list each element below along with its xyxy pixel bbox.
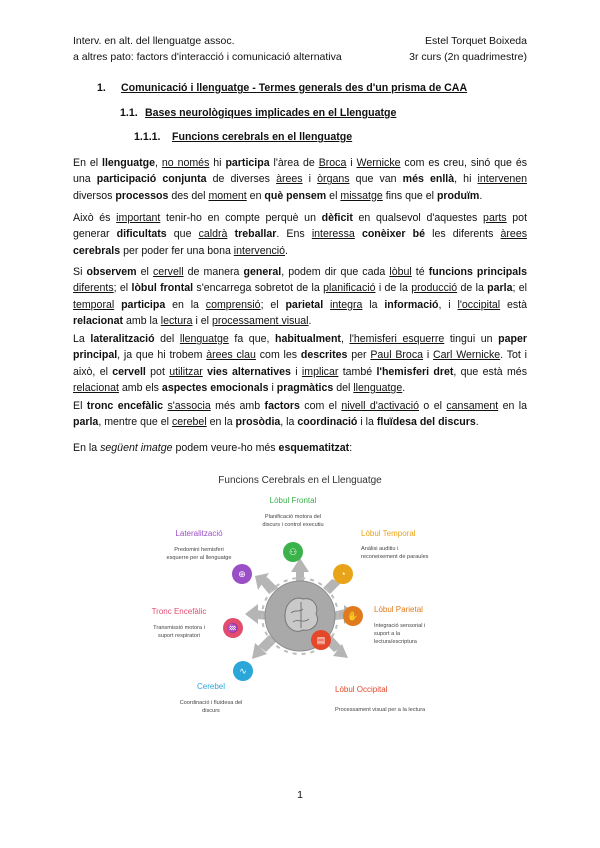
text-run: que van — [349, 173, 403, 186]
text-run: de manera — [183, 266, 244, 278]
text-run: factors — [264, 400, 300, 412]
text-run: Wernicke — [356, 157, 401, 169]
text-run: . Tot i això, el — [73, 349, 528, 378]
text-run: i — [302, 173, 318, 186]
text-run: també — [338, 365, 377, 378]
text-run: de diverses — [206, 173, 277, 186]
text-run: . — [402, 381, 406, 394]
text-run: de la — [457, 282, 488, 295]
text-run — [323, 299, 330, 311]
text-run: està — [500, 298, 528, 311]
text-run: l'hemisferi esquerre — [349, 333, 445, 345]
parietal-desc-line3: lectura/escriptura — [374, 639, 417, 645]
text-run: pot generar — [73, 212, 528, 241]
text-run: àrees — [276, 173, 303, 186]
paragraph-1 — [73, 155, 527, 204]
text-run: missatge — [340, 189, 383, 202]
cerebel-desc-line1: Coordinació i fluïdesa del — [179, 700, 243, 706]
occipital-label: Lòbul Occipital — [335, 685, 388, 694]
hemisphere-icon: ⊕ — [238, 569, 246, 579]
text-run: àrees clau — [206, 349, 256, 362]
page-number: 1 — [297, 789, 303, 801]
text-run: habitualment — [275, 333, 341, 345]
text-run: moment — [208, 189, 247, 202]
text-run: llenguatge — [102, 157, 156, 169]
book-icon: ▤ — [316, 635, 326, 645]
heading-1-text: Comunicació i llenguatge - Termes generals des d'un prisma de CAA — [121, 82, 468, 94]
frontal-label: Lòbul Frontal — [269, 496, 317, 505]
text-run: , — [155, 157, 162, 169]
text-run: diversos — [73, 189, 116, 202]
text-run: ; el — [512, 282, 528, 295]
text-run: no només — [161, 157, 210, 169]
text-run: caldrà — [198, 228, 228, 241]
text-run: dificultats — [116, 228, 167, 241]
text-run: diferents — [73, 282, 114, 295]
text-run: pragmàtics — [276, 381, 334, 394]
text-run: , que està més — [453, 365, 527, 378]
heading-3-text: Funcions cerebrals en el llenguatge — [172, 131, 353, 143]
text-run: treballar — [234, 228, 277, 241]
ear-icon: ◔ — [340, 569, 346, 579]
text-run — [227, 228, 234, 240]
text-run — [355, 228, 362, 240]
text-run: òrgans — [317, 173, 350, 186]
node-parietal — [343, 605, 425, 645]
node-cerebel — [180, 661, 253, 714]
heading-2-text: Bases neurològiques implicades en el Llenguatge — [145, 107, 397, 119]
text-run: intervenció — [233, 244, 286, 257]
text-run: hi — [209, 157, 226, 169]
text-run: produïm — [436, 189, 480, 202]
text-run: . — [479, 189, 483, 202]
text-run: i — [268, 381, 277, 394]
text-run: , podem dir que cada — [281, 266, 390, 278]
text-run: s'associa — [167, 400, 211, 412]
cerebel-desc-line2: discurs — [202, 708, 220, 714]
heading-2-number: 1.1. — [120, 107, 138, 119]
text-run: amb la — [123, 314, 161, 327]
figure-title: Funcions Cerebrals en el Llenguatge — [218, 475, 382, 486]
text-run: com el — [299, 400, 342, 412]
paragraph-3 — [73, 264, 527, 329]
brain-functions-diagram — [145, 466, 455, 726]
text-run: lòbul frontal — [131, 282, 194, 295]
text-run: dèficit — [321, 212, 353, 224]
heading-1-number: 1. — [97, 82, 106, 94]
text-run: . — [308, 314, 312, 327]
text-run: el — [326, 189, 341, 202]
text-run: les diferents — [425, 228, 501, 241]
parietal-label: Lòbul Parietal — [374, 605, 423, 614]
text-run: la — [362, 298, 385, 311]
text-run: La — [73, 333, 91, 345]
text-run: vies alternatives — [207, 365, 291, 378]
text-run: Si — [73, 266, 87, 278]
text-run: interessa — [311, 228, 355, 241]
text-run: paper principal — [73, 333, 528, 362]
cerebel-label: Cerebel — [196, 682, 226, 691]
text-run: lateralització — [90, 333, 155, 345]
text-run: llenguatge — [353, 381, 403, 394]
header-course-line2: a altres pato: factors d'interacció i comunicació alternativa — [73, 51, 342, 63]
node-tronc — [152, 607, 243, 639]
text-run: i de la — [375, 282, 412, 295]
text-run: i — [290, 365, 302, 378]
text-run: tronc encefàlic — [86, 400, 164, 412]
text-run: conèixer bé — [361, 228, 425, 241]
text-run: fluïdesa del discurs — [376, 416, 476, 429]
text-run: i la — [357, 416, 377, 429]
text-run: podem veure-ho més — [172, 442, 279, 454]
text-run: com es creu, sinó que és una — [73, 157, 528, 186]
text-run: implicar — [301, 365, 339, 378]
tronc-desc-line2: suport respiratori — [158, 633, 200, 639]
text-run: participa — [121, 298, 166, 311]
hand-icon: ✋ — [347, 611, 359, 621]
temporal-desc-line1: Anàlisi auditiu i — [361, 546, 399, 552]
text-run: descrites — [300, 349, 348, 362]
text-run: tenir-ho en compte perquè un — [160, 212, 322, 224]
text-run: integra — [330, 298, 363, 311]
frontal-desc-line2: discurs i control executiu — [262, 522, 324, 528]
text-run: , la — [280, 416, 298, 429]
text-run: parla — [487, 282, 513, 295]
text-run: . — [285, 244, 288, 257]
text-run: àrees — [500, 228, 528, 241]
text-run: llenguatge — [179, 333, 229, 345]
text-run: . Ens — [276, 228, 312, 241]
text-run: prosòdia — [235, 416, 281, 429]
text-run: , mentre que el — [98, 416, 172, 429]
text-run: producció — [411, 282, 458, 295]
lungs-icon: ♒ — [227, 623, 239, 633]
text-run: intervenen — [477, 173, 528, 186]
text-run: i el — [192, 314, 212, 327]
lateral-desc-line1: Predomini hemisferi — [174, 547, 224, 553]
lateral-desc-line2: esquerre per al llenguatge — [166, 555, 232, 561]
temporal-desc-line2: reconeixement de paraules — [361, 554, 429, 560]
text-run: o el — [419, 400, 447, 412]
text-run: que — [166, 228, 199, 241]
text-run: informació — [384, 298, 439, 311]
text-run: i — [346, 157, 357, 169]
text-run: l'àrea de — [269, 157, 319, 169]
node-frontal — [262, 496, 323, 562]
tronc-label: Tronc Encefàlic — [151, 607, 207, 616]
paragraph-4 — [73, 331, 527, 396]
text-run: parts — [483, 212, 507, 224]
text-run: participació conjunta — [96, 173, 207, 186]
text-run: participa — [225, 157, 270, 169]
text-run: per poder fer una bona — [120, 244, 234, 257]
text-run: el — [136, 266, 153, 278]
text-run: què pensem — [264, 189, 327, 202]
text-run: cansament — [446, 400, 499, 412]
text-run: utilitzar — [169, 365, 203, 378]
text-run: del — [333, 381, 354, 394]
text-run: amb els — [118, 381, 162, 394]
text-run: en qualsevol d'aquestes — [352, 212, 484, 224]
text-run: del — [154, 333, 180, 345]
text-run: observem — [86, 266, 137, 278]
text-run: més amb — [210, 400, 265, 412]
text-run: següent imatge — [100, 442, 173, 454]
text-run: El — [73, 400, 87, 412]
text-run: , ja que hi trobem — [117, 349, 207, 362]
text-run: esquematitzat — [278, 442, 350, 454]
text-run: temporal — [73, 298, 115, 311]
text-run: en la — [206, 416, 236, 429]
node-temporal — [333, 529, 429, 584]
text-run: processos — [115, 189, 169, 202]
text-run: Carl Wernicke — [432, 349, 501, 362]
text-run: En la — [73, 442, 101, 454]
parietal-desc-line2: suport a la — [374, 631, 401, 637]
text-run: comprensió — [205, 298, 261, 311]
brain-icon: ⚇ — [288, 547, 298, 557]
text-run: pot — [145, 365, 170, 378]
text-run: fa que, — [228, 333, 276, 345]
text-run: Broca — [318, 157, 347, 169]
paragraph-5 — [73, 398, 527, 431]
text-run: relacionat — [73, 314, 124, 327]
text-run: , hi — [454, 173, 478, 186]
text-run: important — [116, 212, 161, 224]
text-run: cerebrals — [73, 244, 121, 257]
text-run: com les — [255, 349, 301, 362]
text-run: l'occipital — [457, 298, 501, 311]
text-run: lòbul — [389, 266, 412, 278]
text-run: Paul Broca — [370, 349, 424, 362]
text-run: , i — [438, 298, 458, 311]
text-run: més enllà — [402, 173, 455, 186]
text-run: funcions principals — [428, 266, 527, 278]
text-run: ; el — [260, 298, 286, 311]
header-author: Estel Torquet Boixeda — [425, 35, 527, 47]
text-run: Això és — [73, 212, 117, 224]
text-run: planificació — [323, 282, 376, 295]
text-run: des del — [168, 189, 209, 202]
text-run: lectura — [160, 314, 193, 327]
text-run: . — [475, 416, 479, 429]
text-run: ; el — [113, 282, 132, 295]
occipital-desc-line1: Processament visual per a la lectura — [335, 707, 426, 713]
text-run: parla — [73, 416, 99, 429]
text-run: relacionat — [73, 381, 119, 394]
frontal-desc-line1: Planificació motora del — [264, 514, 322, 520]
paragraph-2 — [73, 210, 527, 259]
text-run: En el — [73, 157, 103, 169]
text-run: : — [349, 442, 353, 454]
text-run: nivell d'activació — [341, 400, 420, 412]
text-run: cervell — [152, 266, 184, 278]
header-term: 3r curs (2n quadrimestre) — [409, 51, 527, 63]
text-run: cervell — [112, 365, 146, 378]
text-run: té — [411, 266, 429, 278]
text-run: fins que el — [382, 189, 437, 202]
text-run: l'hemisferi dret — [376, 365, 454, 378]
text-run: cerebel — [171, 416, 207, 429]
figure-intro — [73, 440, 352, 456]
tronc-desc-line1: Transmissió motora i — [153, 625, 205, 631]
text-run: per — [347, 349, 371, 362]
wave-icon: ∿ — [239, 666, 247, 676]
text-run: parietal — [285, 298, 324, 311]
text-run: coordinació — [297, 416, 358, 429]
text-run: en la — [165, 298, 206, 311]
text-run: general — [243, 266, 282, 278]
lateral-label: Lateralització — [175, 529, 223, 538]
text-run: en — [246, 189, 265, 202]
temporal-label: Lòbul Temporal — [361, 529, 416, 538]
text-run: s'encarrega sobretot de la — [193, 282, 324, 295]
text-run: tingui un — [444, 333, 499, 345]
text-run: en la — [498, 400, 528, 412]
node-lateralitzacio — [167, 529, 253, 584]
text-run: , — [340, 333, 350, 345]
text-run: processament visual — [211, 314, 309, 327]
parietal-desc-line1: Integració sensorial i — [374, 623, 426, 629]
text-run: aspectes emocionals — [161, 381, 269, 394]
text-run: i — [423, 349, 433, 362]
heading-3-number: 1.1.1. — [134, 131, 161, 143]
header-course-line1: Interv. en alt. del llenguatge assoc. — [73, 35, 235, 47]
